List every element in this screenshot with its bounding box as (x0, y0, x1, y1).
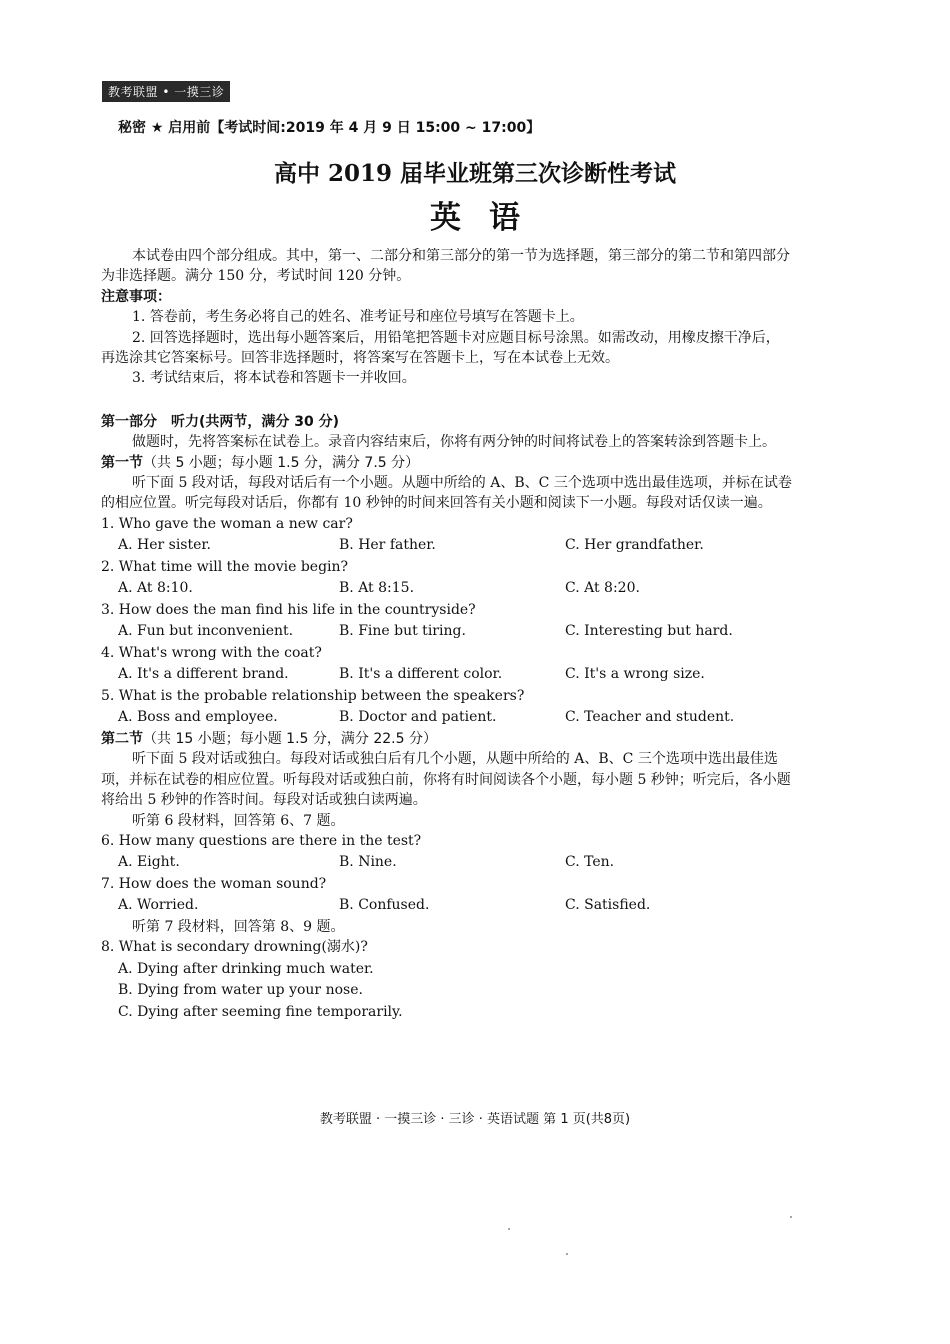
material-6-note: 听第 6 段材料，回答第 6、7 题。 (132, 812, 345, 829)
alliance-badge: 教考联盟 • 一摸三诊 (102, 81, 230, 102)
question-2-options (101, 578, 793, 600)
option-c: C. Her grandfather. (565, 537, 704, 554)
option-a: A. Her sister. (118, 537, 212, 554)
question-4: 4. What's wrong with the coat? (101, 644, 322, 661)
question-3: 3. How does the man find his life in the countryside? (101, 601, 476, 618)
section2-heading (101, 729, 793, 749)
question-8: 8. What is secondary drowning(溺水)? (101, 939, 368, 956)
option-a: A. It's a different brand. (118, 666, 289, 683)
question-7: 7. How does the woman sound? (101, 875, 327, 892)
section2-instruction: 听下面 5 段对话或独白。每段对话或独白后有几个小题，从题中所给的 A、B、C 三个选项中选出最佳选项，并标在试卷的相应位置。听每段对话或独白前，你将有时间阅读各个小题，每小题 5 秒钟；听完后，各小题将给出 5 秒钟的作答时间。每段对话或独白读两遍。 (101, 751, 791, 809)
option-c: C. Ten. (565, 854, 615, 871)
option-c: C. Satisfied. (565, 897, 651, 914)
part1-heading: 第一部分 听力(共两节，满分 30 分) (101, 413, 340, 430)
note-item: 3. 考试结束后，将本试卷和答题卡一并收回。 (132, 370, 416, 387)
section1-instruction: 听下面 5 段对话，每段对话后有一个小题。从题中所给的 A、B、C 三个选项中选出最佳选项，并标在试卷的相应位置。听完每段对话后，你都有 10 秒钟的时间来回答有关小题和阅读下一小题。每段对话仅读一遍。 (101, 475, 792, 512)
section2-label: 第二节 (101, 730, 143, 747)
option-b: B. Confused. (339, 897, 430, 914)
option-a: A. At 8:10. (118, 580, 193, 597)
option-c: C. It's a wrong size. (565, 666, 705, 683)
section2-detail: （共 15 小题；每小题 1.5 分，满分 22.5 分） (143, 730, 437, 747)
page-footer: 教考联盟 · 一摸三诊 · 三诊 · 英语试题 第 1 页(共8页) (319, 1112, 631, 1127)
scan-speck (566, 1253, 568, 1255)
section1-label: 第一节 (101, 454, 143, 471)
option-c: C. Dying after seeming fine temporarily. (118, 1003, 403, 1020)
section1-heading (101, 453, 793, 473)
confidential-exam-time: 秘密 ★ 启用前【考试时间:2019 年 4 月 9 日 15:00 ~ 17:00】 (118, 120, 541, 136)
option-b: B. Nine. (339, 854, 397, 871)
option-c: C. Teacher and student. (565, 709, 735, 726)
option-a: A. Boss and employee. (118, 709, 278, 726)
note-item: 1. 答卷前，考生务必将自己的姓名、准考证号和座位号填写在答题卡上。 (132, 309, 584, 326)
option-b: B. At 8:15. (339, 580, 415, 597)
option-b: B. Fine but tiring. (339, 623, 466, 640)
question-6: 6. How many questions are there in the test? (101, 832, 422, 849)
option-b: B. Her father. (339, 537, 436, 554)
question-5-options (101, 707, 793, 729)
note-item: 2. 回答选择题时，选出每小题答案后，用铅笔把答题卡对应题目标号涂黑。如需改动，用橡皮擦干净后，再选涂其它答案标号。回答非选择题时，将答案写在答题卡上，写在本试卷上无效。 (101, 329, 780, 367)
intro-paragraph: 本试卷由四个部分组成。其中，第一、二部分和第三部分的第一节为选择题，第三部分的第二节和第四部分为非选择题。满分 150 分，考试时间 120 分钟。 (101, 248, 790, 285)
question-7-options (101, 895, 793, 917)
option-a: A. Worried. (118, 897, 199, 914)
option-c: C. Interesting but hard. (565, 623, 733, 640)
option-b: B. Dying from water up your nose. (118, 982, 363, 999)
section1-detail: （共 5 小题；每小题 1.5 分，满分 7.5 分） (143, 454, 420, 471)
question-1: 1. Who gave the woman a new car? (101, 515, 353, 532)
question-4-options (101, 664, 793, 686)
question-1-options (101, 535, 793, 557)
option-b: B. It's a different color. (339, 666, 503, 683)
exam-title: 高中 2019 届毕业班第三次诊断性考试 (273, 160, 677, 187)
exam-body (101, 246, 793, 1023)
part1-instruction: 做题时，先将答案标在试卷上。录音内容结束后，你将有两分钟的时间将试卷上的答案转涂到答题卡上。 (132, 434, 776, 451)
material-7-note: 听第 7 段材料，回答第 8、9 题。 (132, 918, 345, 935)
option-b: B. Doctor and patient. (339, 709, 497, 726)
scan-speck (508, 1228, 510, 1230)
question-2: 2. What time will the movie begin? (101, 558, 349, 575)
subject-title: 英语 (430, 200, 548, 236)
scan-speck (790, 1216, 792, 1218)
option-a: A. Dying after drinking much water. (118, 960, 374, 977)
question-3-options (101, 621, 793, 643)
notes-heading: 注意事项： (101, 288, 171, 305)
question-6-options (101, 852, 793, 874)
option-a: A. Eight. (118, 854, 180, 871)
question-5: 5. What is the probable relationship between the speakers? (101, 687, 525, 704)
option-c: C. At 8:20. (565, 580, 640, 597)
option-a: A. Fun but inconvenient. (118, 623, 294, 640)
